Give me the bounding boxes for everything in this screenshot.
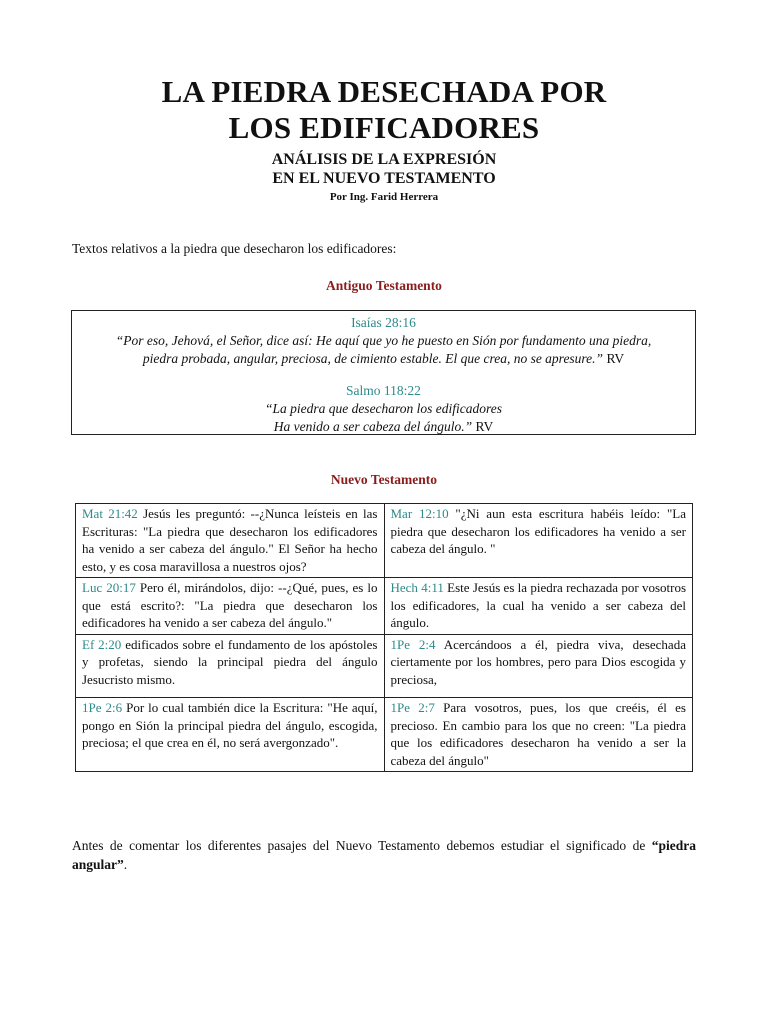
passage-text: Para vosotros, pues, los que creéis, él es precioso. En cambio para los que no creen: "La piedra que los edificadores desecharon ha venido a ser la cabeza del ángulo" (390, 700, 686, 768)
closing-text: Antes de comentar los diferentes pasajes del Nuevo Testamento debemos estudiar el significado de (72, 838, 652, 853)
passage-reference: 1Pe 2:6 (82, 700, 123, 715)
ot-reference: Isaías 28:16 (351, 315, 416, 330)
page-subtitle (0, 150, 768, 188)
passage-text: Este Jesús es la piedra rechazada por vosotros los edificadores, la cual ha venido a ser cabeza del ángulo. (390, 580, 687, 630)
ot-quote-line: piedra probada, angular, preciosa, de cimiento estable. El que crea, no se apresure.” (142, 351, 604, 366)
ot-version: RV (472, 419, 494, 434)
ot-quote-line: Ha venido a ser cabeza del ángulo.” (273, 419, 473, 434)
subtitle-line-1: ANÁLISIS DE LA EXPRESIÓN (271, 151, 497, 168)
title-line-1: LA PIEDRA DESECHADA POR (161, 74, 607, 109)
table-row (76, 578, 693, 635)
ot-passage-salmo (72, 382, 695, 436)
ot-reference: Salmo 118:22 (346, 383, 421, 398)
passage-cell (384, 504, 693, 578)
passage-text: Pero él, mirándolos, dijo: --¿Qué, pues, es lo que está escrito?: "La piedra que desecharon los edificadores ha venido a ser cabeza del ángulo." (82, 580, 378, 630)
passage-reference: Mar 12:10 (390, 506, 449, 521)
ot-passage-isaias (72, 311, 695, 368)
title-line-2: LOS EDIFICADORES (228, 110, 540, 145)
table-row (76, 504, 693, 578)
passage-text: Jesús les preguntó: --¿Nunca leísteis en las Escrituras: "La piedra que desecharon los edificadores ha venido a ser cabeza del ángulo." El Señor ha hecho esto, y es cosa maravillosa a nuestros ojos? (82, 506, 378, 574)
ot-quote-line: “Por eso, Jehová, el Señor, dice así: He aquí que yo he puesto en Sión por fundamento una piedra, (115, 333, 652, 348)
closing-emphasis: “piedra angular” (72, 838, 696, 872)
passage-text: "¿Ni aun esta escritura habéis leído: "La piedra que desecharon los edificadores ha venido a ser cabeza del ángulo. " (390, 506, 686, 556)
ot-quote-line: “La piedra que desecharon los edificadores (264, 401, 503, 416)
author-byline: Por Ing. Farid Herrera (329, 191, 439, 203)
passage-reference: Mat 21:42 (82, 506, 138, 521)
ot-version: RV (603, 351, 625, 366)
passage-cell (76, 634, 385, 698)
table-row (76, 634, 693, 698)
subtitle-line-2: EN EL NUEVO TESTAMENTO (272, 170, 496, 187)
old-testament-box (71, 310, 696, 435)
passage-cell (76, 504, 385, 578)
old-testament-heading: Antiguo Testamento (326, 278, 442, 293)
passage-cell (384, 634, 693, 698)
passage-text: Acercándoos a él, piedra viva, desechada ciertamente por los hombres, pero para Dios escogida y preciosa, (390, 636, 686, 687)
passage-text: Por lo cual también dice la Escritura: "He aquí, pongo en Sión la principal piedra del ángulo, escogida, preciosa; el que crea en él, no será avergonzado". (82, 700, 378, 750)
passage-reference: Hech 4:11 (390, 580, 444, 595)
passage-reference: 1Pe 2:7 (390, 700, 435, 715)
passage-reference: 1Pe 2:4 (390, 636, 436, 652)
passage-cell (76, 698, 385, 772)
passage-reference: Luc 20:17 (82, 580, 136, 595)
closing-end: . (123, 857, 128, 872)
passage-cell (384, 578, 693, 635)
passage-reference: Ef 2:20 (82, 636, 122, 652)
new-testament-heading: Nuevo Testamento (330, 472, 438, 487)
passage-cell (76, 578, 385, 635)
closing-paragraph (72, 836, 696, 874)
passage-cell (384, 698, 693, 772)
new-testament-table (75, 503, 693, 772)
table-row (76, 698, 693, 772)
intro-text: Textos relativos a la piedra que desecharon los edificadores: (72, 241, 397, 256)
passage-text: edificados sobre el fundamento de los apóstoles y profetas, siendo la principal piedra del ángulo Jesucristo mismo. (82, 636, 378, 687)
page-title (0, 74, 768, 146)
